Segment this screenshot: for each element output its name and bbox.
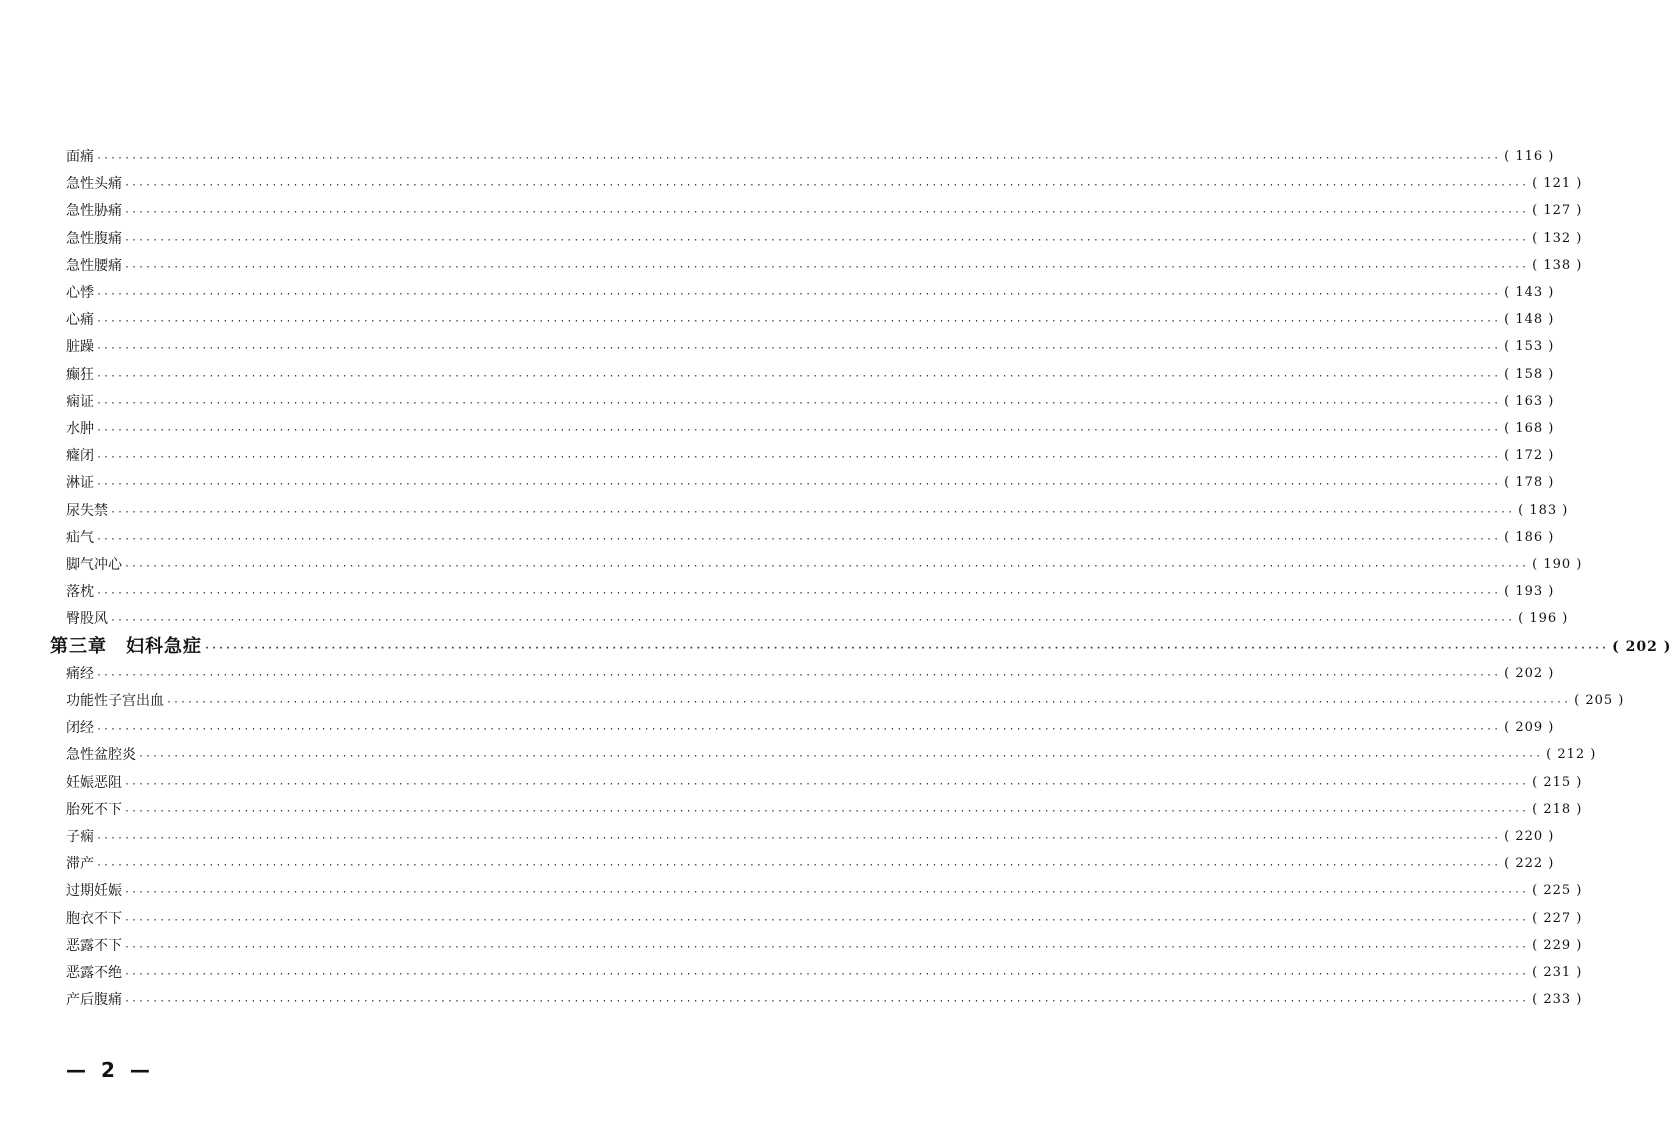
toc-entry-title: 产后腹痛	[66, 992, 122, 1009]
toc-entry-title: 淋证	[66, 475, 94, 492]
toc-entry	[66, 820, 1555, 846]
toc-entry-page: ( 148 )	[1504, 312, 1555, 328]
toc-entry-page: ( 202 )	[1504, 665, 1555, 681]
toc-entry-page: ( 178 )	[1504, 475, 1555, 491]
toc-entry-title: 痛经	[66, 665, 94, 682]
leader-dots: ········································································································································································································	[204, 642, 1609, 654]
chapter-heading	[50, 630, 1671, 657]
toc-entry-page: ( 190 )	[1532, 557, 1583, 572]
toc-entry	[66, 330, 1555, 356]
toc-entry-page: ( 116 )	[1504, 149, 1555, 164]
toc-entry-page: ( 138 )	[1532, 257, 1583, 273]
leader-dots: ········································································································································································································	[96, 316, 1501, 328]
leader-dots: ········································································································································································································	[166, 697, 1571, 708]
page-number: — 2 —	[66, 1058, 154, 1082]
toc-entry	[66, 521, 1555, 547]
toc-entry-page: ( 168 )	[1504, 421, 1555, 436]
toc-entry-page: ( 231 )	[1532, 965, 1583, 980]
toc-entry-title: 脚气冲心	[66, 557, 122, 573]
leader-dots: ········································································································································································································	[96, 397, 1501, 409]
toc-entry-page: ( 229 )	[1532, 937, 1583, 953]
toc-entry-page: ( 132 )	[1532, 230, 1583, 246]
toc-entry-page: ( 183 )	[1518, 502, 1569, 518]
toc-entry-title: 急性腰痛	[66, 257, 122, 274]
toc-entry-title: 落枕	[66, 584, 94, 601]
toc-entry	[66, 983, 1583, 1009]
toc-entry-title: 脏躁	[66, 339, 94, 356]
toc-entry-page: ( 172 )	[1504, 448, 1555, 464]
toc-entry-title: 妊娠恶阻	[66, 774, 122, 791]
toc-entry	[66, 222, 1583, 248]
leader-dots: ········································································································································································································	[124, 969, 1529, 980]
toc-entry-title: 第三章 妇科急症	[50, 635, 202, 657]
toc-entry	[66, 412, 1555, 438]
toc-entry-page: ( 233 )	[1532, 992, 1583, 1008]
toc-entry-title: 心悸	[66, 285, 94, 301]
toc-entry	[66, 439, 1555, 465]
leader-dots: ········································································································································································································	[96, 343, 1501, 355]
toc-entry-page: ( 227 )	[1532, 910, 1583, 926]
toc-entry-title: 癫狂	[66, 366, 94, 383]
leader-dots: ········································································································································································································	[124, 561, 1529, 572]
toc-entry-page: ( 193 )	[1504, 584, 1555, 600]
toc-entry-title: 疝气	[66, 529, 94, 546]
toc-entry	[66, 711, 1555, 737]
leader-dots: ········································································································································································································	[96, 289, 1501, 300]
leader-dots: ········································································································································································································	[124, 234, 1529, 246]
toc-entry-title: 急性盆腔炎	[66, 747, 136, 764]
toc-entry-page: ( 212 )	[1546, 747, 1597, 763]
toc-entry-page: ( 163 )	[1504, 393, 1555, 409]
toc-entry-title: 胞衣不下	[66, 910, 122, 927]
toc-entry	[66, 956, 1583, 982]
toc-entry-page: ( 153 )	[1504, 339, 1555, 355]
leader-dots: ········································································································································································································	[124, 805, 1529, 817]
toc-entry-title: 闭经	[66, 720, 94, 737]
toc-entry	[66, 684, 1625, 710]
toc-entry-title: 恶露不下	[66, 937, 122, 954]
leader-dots: ········································································································································································································	[96, 452, 1501, 464]
leader-dots: ········································································································································································································	[124, 261, 1529, 273]
toc-entry-title: 功能性子宫出血	[66, 693, 164, 709]
leader-dots: ········································································································································································································	[96, 833, 1501, 844]
toc-entry	[66, 847, 1555, 873]
toc-entry	[66, 140, 1555, 166]
toc-entry	[66, 793, 1583, 819]
toc-entry	[66, 466, 1555, 492]
toc-entry-title: 癃闭	[66, 448, 94, 465]
toc-entry	[66, 249, 1583, 275]
toc-entry-title: 恶露不绝	[66, 965, 122, 981]
toc-entry-page: ( 143 )	[1504, 285, 1555, 300]
leader-dots: ········································································································································································································	[124, 887, 1529, 899]
toc-entry-title: 子痫	[66, 829, 94, 845]
toc-entry-page: ( 127 )	[1532, 203, 1583, 219]
leader-dots: ········································································································································································································	[96, 479, 1501, 491]
leader-dots: ········································································································································································································	[96, 588, 1501, 600]
toc-entry-title: 心痛	[66, 312, 94, 329]
toc-entry-page: ( 225 )	[1532, 883, 1583, 899]
toc-entry-title: 痫证	[66, 393, 94, 410]
toc-entry-page: ( 121 )	[1532, 176, 1583, 192]
toc-entry-title: 急性腹痛	[66, 230, 122, 247]
toc-entry-title: 水肿	[66, 421, 94, 437]
toc-entry	[66, 167, 1583, 193]
leader-dots: ········································································································································································································	[124, 941, 1529, 953]
toc-entry-title: 臀股风	[66, 611, 108, 628]
toc-entry-page: ( 205 )	[1574, 693, 1625, 708]
toc-entry-page: ( 196 )	[1518, 611, 1569, 627]
toc-entry-page: ( 222 )	[1504, 856, 1555, 872]
leader-dots: ········································································································································································································	[110, 615, 1515, 627]
toc-entry	[66, 874, 1583, 900]
toc-entry-page: ( 158 )	[1504, 366, 1555, 382]
toc-entry-page: ( 218 )	[1532, 801, 1583, 817]
toc-entry	[66, 276, 1555, 302]
leader-dots: ········································································································································································································	[96, 370, 1501, 382]
leader-dots: ········································································································································································································	[96, 533, 1501, 545]
leader-dots: ········································································································································································································	[96, 425, 1501, 436]
toc-entry	[66, 766, 1583, 792]
toc-entry	[66, 738, 1597, 764]
leader-dots: ········································································································································································································	[124, 914, 1529, 926]
toc-entry	[66, 303, 1555, 329]
toc-entry-title: 面痛	[66, 149, 94, 165]
toc-entry-page: ( 202 )	[1612, 638, 1671, 655]
toc-entry	[66, 575, 1555, 601]
toc-entry	[66, 657, 1555, 683]
toc-entry	[66, 358, 1555, 384]
toc-entry-title: 滞产	[66, 856, 94, 873]
toc-entry-page: ( 186 )	[1504, 529, 1555, 545]
leader-dots: ········································································································································································································	[96, 724, 1501, 736]
leader-dots: ········································································································································································································	[124, 996, 1529, 1008]
toc-entry-page: ( 215 )	[1532, 774, 1583, 790]
toc-entry	[66, 602, 1569, 628]
leader-dots: ········································································································································································································	[124, 207, 1529, 219]
toc-entry-title: 尿失禁	[66, 502, 108, 519]
toc-entry-title: 过期妊娠	[66, 883, 122, 900]
toc-entry	[66, 194, 1583, 220]
leader-dots: ········································································································································································································	[138, 751, 1543, 763]
leader-dots: ········································································································································································································	[124, 180, 1529, 192]
toc-entry	[66, 494, 1569, 520]
toc-entry-page: ( 209 )	[1504, 720, 1555, 736]
leader-dots: ········································································································································································································	[124, 778, 1529, 790]
toc-entry	[66, 385, 1555, 411]
toc-entry-title: 急性胁痛	[66, 203, 122, 220]
toc-entry	[66, 929, 1583, 955]
toc-entry	[66, 548, 1583, 574]
toc-entry	[66, 902, 1583, 928]
leader-dots: ········································································································································································································	[110, 506, 1515, 518]
toc-entry-title: 胎死不下	[66, 801, 122, 818]
leader-dots: ········································································································································································································	[96, 860, 1501, 872]
leader-dots: ········································································································································································································	[96, 669, 1501, 681]
leader-dots: ········································································································································································································	[96, 153, 1501, 164]
toc-entry-title: 急性头痛	[66, 176, 122, 193]
toc-entry-page: ( 220 )	[1504, 829, 1555, 844]
